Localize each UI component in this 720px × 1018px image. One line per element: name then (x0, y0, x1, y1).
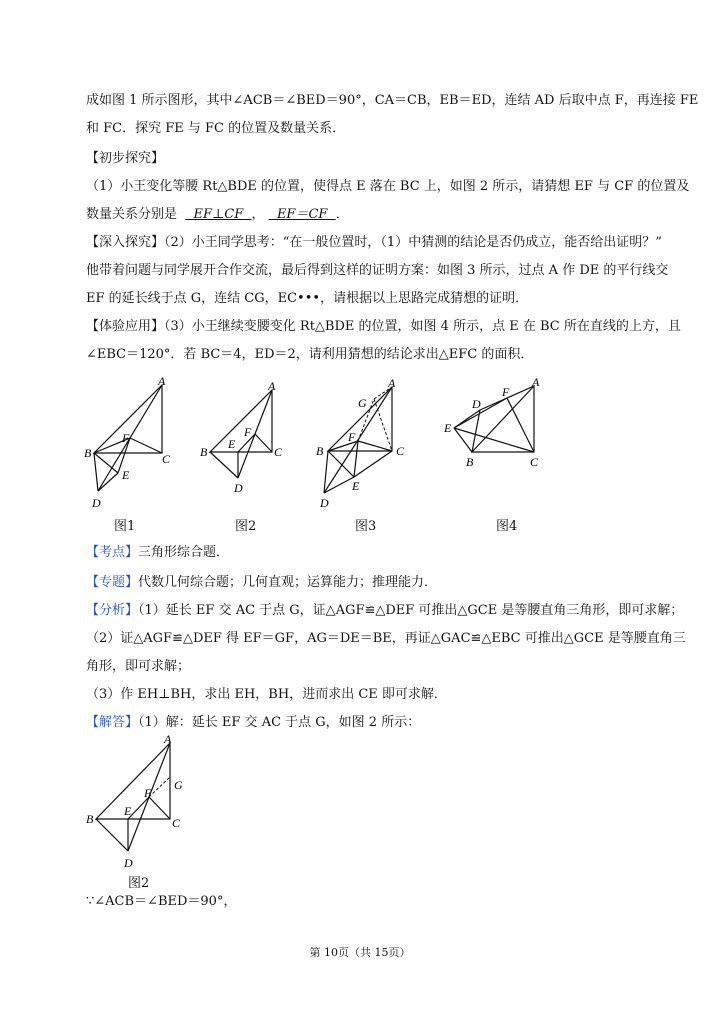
answer-position: EF⊥CF (193, 207, 244, 222)
fenxi-line-3: 角形，即可求解； (86, 659, 191, 674)
fig4-label-f: F (502, 385, 510, 399)
fig3-label-e: E (352, 479, 360, 493)
fig1-label-e: E (122, 468, 130, 482)
sec2-line-1 (86, 234, 662, 252)
figure-2 (198, 378, 298, 507)
figure-3-caption: 图3 (355, 519, 377, 534)
fig4-label-e: E (444, 421, 452, 435)
sol-fig-label-g: G (174, 778, 183, 792)
fig1-label-f: F (122, 431, 130, 445)
jieda-line (86, 714, 420, 732)
sec1-line-1: （1）小王变化等腰 Rt△BDE 的位置，使得点 E 落在 BC 上，如图 2 所示，请猜想 EF 与 CF 的位置及 (86, 179, 690, 194)
fig1-label-c: C (162, 452, 171, 466)
sec1-prefix: 数量关系分别是 (86, 207, 178, 222)
solution-figure-2 (84, 733, 194, 877)
fig4-label-b: B (466, 455, 474, 469)
fig1-label-a: A (158, 375, 166, 388)
sec3-line-2: ∠EBC＝120°．若 BC＝4，ED＝2，请利用猜想的结论求出△EFC 的面积． (86, 347, 534, 362)
fig2-label-f: F (244, 425, 252, 439)
fig2-label-e: E (228, 437, 236, 451)
zhuanti-text: 代数几何综合题；几何直观；运算能力；推理能力． (138, 575, 438, 590)
kaodian-text: 三角形综合题． (138, 545, 230, 560)
answer-end: ． (335, 207, 349, 222)
figure-2-caption: 图2 (235, 519, 257, 534)
fig3-label-c: C (396, 444, 405, 458)
solution-figure-caption: 图2 (128, 876, 150, 891)
fig4-label-d: D (472, 397, 481, 411)
fig2-label-c: C (274, 445, 283, 459)
tag-kaodian: 【考点】 (86, 545, 139, 560)
tag-jieda: 【解答】 (86, 715, 139, 730)
zhuanti-line (86, 574, 437, 592)
page-footer: 第 10页（共 15页） (309, 946, 411, 959)
fenxi-text-1: （1）延长 EF 交 AC 于点 G，证△AGF≌△DEF 可推出△GCE 是等腰直角三角形，即可求解； (138, 603, 684, 618)
fig4-label-c: C (530, 455, 539, 469)
answer-quantity: EF＝CF (276, 207, 328, 222)
sol-fig-label-c: C (172, 816, 181, 830)
intro-line-1: 成如图 1 所示图形，其中∠ACB＝∠BED＝90°，CA＝CB，EB＝ED，连结 AD 后取中点 F，再连接 FE (86, 93, 699, 108)
sol-fig-label-f: F (144, 786, 152, 800)
jieda-text: （1）解：延长 EF 交 AC 于点 G，如图 2 所示： (138, 715, 421, 730)
figure-4-caption: 图4 (496, 519, 518, 534)
sol-fig-label-d: D (124, 856, 133, 870)
fenxi-line-1 (86, 602, 683, 620)
kaodian-line (86, 544, 229, 562)
fig3-label-d: D (320, 496, 329, 510)
fig3-label-g: G (358, 396, 367, 410)
fig2-label-b: B (200, 445, 208, 459)
sol-fig-label-b: B (86, 812, 94, 826)
because-line: ∵∠ACB＝∠BED＝90°， (86, 894, 237, 909)
fenxi-line-4: （3）作 EH⊥BH，求出 EH，BH，进而求出 CE 即可求解． (86, 687, 447, 702)
fig1-label-b: B (84, 446, 92, 460)
fig2-label-a: A (268, 379, 276, 393)
sec2-text-1: （2）小王同学思考：“在一般位置时，（1）中猜测的结论是否仍成立，能否给出证明？” (164, 235, 662, 250)
fig2-label-d: D (234, 481, 243, 495)
fig1-label-d: D (92, 496, 101, 510)
figure-1-caption: 图1 (114, 519, 136, 534)
sec3-line-1 (86, 318, 681, 336)
fig4-label-a: A (532, 375, 540, 389)
fenxi-line-2: （2）证△AGF≌△DEF 得 EF＝GF，AG＝DE＝BE，再证△GAC≌△EBC 可推出△GCE 是等腰直角三 (86, 631, 686, 646)
intro-line-2: 和 FC．探究 FE 与 FC 的位置及数量关系． (86, 121, 346, 136)
figure-4 (442, 372, 552, 476)
sec3-text-1: （3）小王继续变腰变化 Rt△BDE 的位置，如图 4 所示，点 E 在 BC 所在直线的上方，且 (164, 319, 681, 334)
tag-deep-exploration: 【深入探究】 (86, 235, 165, 250)
sol-fig-label-e: E (124, 804, 132, 818)
fig3-label-f: F (348, 430, 356, 444)
sec2-line-2: 他带着问题与同学展开合作交流，最后得到这样的证明方案：如图 3 所示，过点 A 作 DE 的平行线交 (86, 263, 669, 278)
fig3-label-b: B (316, 444, 324, 458)
sol-fig-label-a: A (164, 733, 172, 746)
figure-1 (82, 375, 192, 519)
tag-fenxi: 【分析】 (86, 603, 139, 618)
sec1-line-2 (86, 206, 349, 224)
figure-3 (314, 375, 424, 514)
answer-sep: ， (251, 207, 265, 222)
heading-initial-exploration: 【初步探究】 (86, 151, 165, 166)
fig3-label-a: A (388, 376, 396, 390)
tag-application: 【体验应用】 (86, 319, 165, 334)
sec2-line-3: EF 的延长线于点 G，连结 CG，EC•••，请根据以上思路完成猜想的证明． (86, 291, 529, 306)
tag-zhuanti: 【专题】 (86, 575, 139, 590)
